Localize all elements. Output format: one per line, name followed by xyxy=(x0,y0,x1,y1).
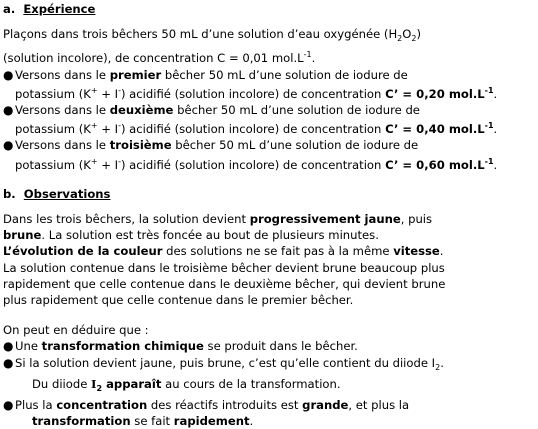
section-b-heading xyxy=(3,186,535,202)
intro-sub-1: 2 xyxy=(397,34,403,44)
item-concentration: C’ = 0,20 mol.L xyxy=(385,86,485,101)
intro-text-4: . xyxy=(311,51,316,66)
bullet-icon: ● xyxy=(3,355,14,370)
item-key: premier xyxy=(109,67,162,82)
list-item xyxy=(3,67,535,102)
item-key: transformation chimique xyxy=(41,339,204,354)
bullet-icon: ● xyxy=(3,339,14,354)
item-sup: - xyxy=(118,121,121,131)
obs-text: , puis xyxy=(400,212,433,227)
item-text: bêcher 50 mL d’une solution de iodure de xyxy=(173,103,420,118)
item-text: Versons dans le xyxy=(15,138,110,153)
item-key: apparaît xyxy=(102,376,162,391)
item-text: bêcher 50 mL d’une solution de iodure de xyxy=(161,67,408,82)
bullet-icon: ● xyxy=(3,67,14,82)
list-item xyxy=(3,397,535,429)
section-a-letter: a. xyxy=(3,2,16,16)
obs-text: La solution contenue dans le troisième bêcher devient brune beaucoup plus xyxy=(3,260,445,275)
intro-text-3: (solution incolore), de concentration C = 0,01 mol.L xyxy=(3,51,304,66)
item-text: potassium (K xyxy=(15,86,91,101)
item-text: Si la solution devient jaune, puis brune, c’est qu’elle contient du diiode I xyxy=(15,355,436,370)
item-sup: -1 xyxy=(484,85,494,95)
item-text: . xyxy=(493,157,498,172)
obs-text: . xyxy=(439,244,444,259)
item-sup: -1 xyxy=(484,156,494,166)
list-item xyxy=(3,355,535,397)
item-text: Versons dans le xyxy=(15,103,110,118)
item-sup: -1 xyxy=(484,121,494,131)
item-sup: - xyxy=(118,85,121,95)
item-text: se fait xyxy=(130,414,174,429)
item-text: ) acidifié (solution incolore) de concentration xyxy=(120,157,386,172)
item-text: Du diiode xyxy=(32,376,92,391)
item-sub: 2 xyxy=(435,362,441,372)
observation-paragraph xyxy=(3,211,535,308)
item-text: ) acidifié (solution incolore) de concentration xyxy=(120,122,386,137)
item-text: Versons dans le xyxy=(15,67,110,82)
item-key: rapidement xyxy=(173,414,250,429)
item-text: . xyxy=(493,122,498,137)
list-item xyxy=(3,102,535,137)
item-concentration: C’ = 0,60 mol.L xyxy=(385,157,485,172)
item-sup: + xyxy=(90,121,98,131)
obs-text: Dans les trois bêchers, la solution devient xyxy=(3,212,250,227)
section-b-letter: b. xyxy=(3,186,16,201)
section-a-title: Expérience xyxy=(23,2,96,16)
obs-key: L’évolution de la couleur xyxy=(3,244,163,259)
deduction-list xyxy=(3,338,535,429)
obs-key: vitesse xyxy=(393,244,440,259)
list-item xyxy=(3,338,535,354)
item-key: concentration xyxy=(56,398,148,413)
item-key: I xyxy=(91,376,97,391)
section-a-heading xyxy=(3,1,535,17)
deduction-intro: On peut en déduire que : xyxy=(3,323,149,338)
item-sub: 2 xyxy=(96,383,103,393)
intro-text-1: Plaçons dans trois bêchers 50 mL d’une solution d’eau oxygénée (H xyxy=(3,27,398,42)
item-text: + I xyxy=(97,122,119,137)
bullet-icon: ● xyxy=(3,398,14,413)
item-text: potassium (K xyxy=(15,157,91,172)
item-text: bêcher 50 mL d’une solution de iodure de xyxy=(171,138,419,153)
intro-sub-2: 2 xyxy=(411,34,417,44)
item-text: + I xyxy=(97,86,119,101)
intro-o: O xyxy=(402,27,412,42)
item-sup: + xyxy=(90,85,98,95)
item-sup: - xyxy=(118,156,121,166)
item-key: grande xyxy=(302,398,349,413)
item-sup: + xyxy=(90,156,98,166)
obs-text: des solutions ne se fait pas à la même xyxy=(162,244,394,259)
obs-text: rapidement que celle contenue dans le deuxième bêcher, qui devient brune xyxy=(3,276,446,291)
item-text: Plus la xyxy=(15,398,57,413)
item-text: se produit dans le bêcher. xyxy=(203,339,358,354)
item-key: deuxième xyxy=(109,103,174,118)
item-text: . xyxy=(249,414,254,429)
item-text: Une xyxy=(15,339,42,354)
bullet-icon: ● xyxy=(3,103,14,118)
intro-exp: -1 xyxy=(303,50,312,60)
section-b-title: Observations xyxy=(23,186,111,201)
list-item xyxy=(3,137,535,172)
item-key: transformation xyxy=(32,414,131,429)
item-text: + I xyxy=(97,157,119,172)
item-text: , et plus la xyxy=(348,398,410,413)
item-concentration: C’ = 0,40 mol.L xyxy=(385,122,485,137)
item-text: des réactifs introduits est xyxy=(147,398,303,413)
item-text: au cours de la transformation. xyxy=(161,376,341,391)
item-text: ) acidifié (solution incolore) de concentration xyxy=(120,86,386,101)
item-text: . xyxy=(440,355,444,370)
obs-text: plus rapidement que celle contenue dans le premier bêcher. xyxy=(3,293,354,308)
item-text: potassium (K xyxy=(15,122,91,137)
bullet-icon: ● xyxy=(3,138,14,153)
item-key: troisième xyxy=(109,138,172,153)
intro-paragraph xyxy=(3,26,535,66)
obs-key: progressivement jaune xyxy=(249,212,401,227)
experiment-list xyxy=(3,67,535,173)
obs-text: . La solution est très foncée au bout de plusieurs minutes. xyxy=(41,228,379,243)
item-text: . xyxy=(493,86,498,101)
obs-key: brune xyxy=(3,228,42,243)
intro-text-2: ) xyxy=(416,27,422,42)
